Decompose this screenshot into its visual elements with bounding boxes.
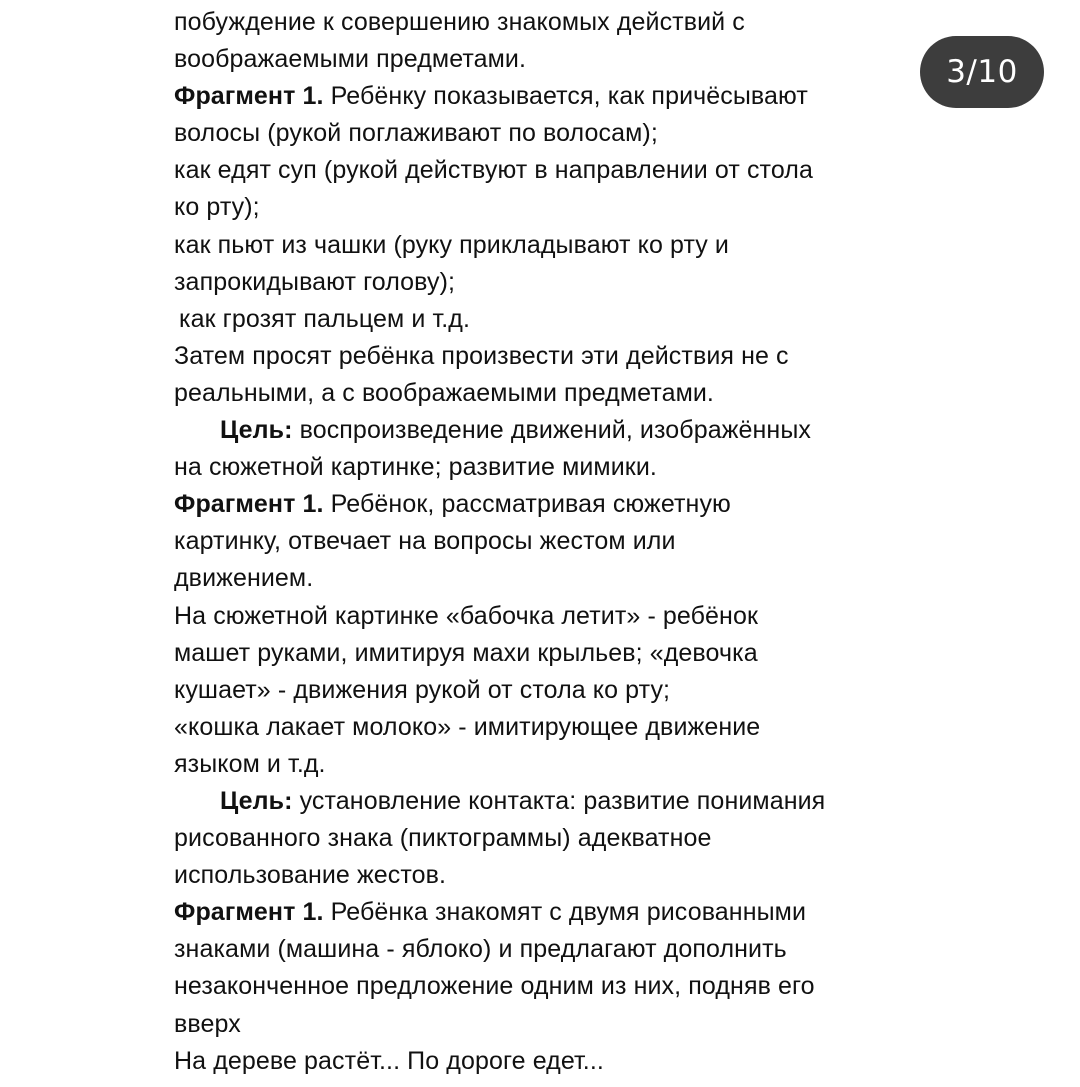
text-line bbox=[174, 635, 914, 672]
line-text: На дереве растёт... По дороге едет... bbox=[174, 1046, 604, 1075]
fragment-label: Фрагмент 1. bbox=[174, 898, 324, 927]
line-text: кушает» - движения рукой от стола ко рту; bbox=[174, 675, 671, 704]
text-line bbox=[174, 560, 914, 597]
line-text: «кошка лакает молоко» - имитирующее движение bbox=[174, 712, 761, 741]
page-counter-badge: 3/10 bbox=[920, 36, 1044, 108]
text-line bbox=[174, 709, 914, 746]
text-line bbox=[174, 264, 914, 301]
goal-label: Цель: bbox=[220, 416, 293, 445]
line-text: как грозят пальцем и т.д. bbox=[179, 304, 471, 333]
line-text: запрокидывают голову); bbox=[174, 267, 456, 296]
fragment-heading-line bbox=[174, 486, 914, 523]
fragment-label: Фрагмент 1. bbox=[174, 490, 324, 519]
fragment-heading-line bbox=[174, 78, 914, 115]
text-line bbox=[174, 1043, 914, 1080]
text-line bbox=[174, 189, 914, 226]
text-line bbox=[174, 41, 914, 78]
line-text: реальными, а с воображаемыми предметами. bbox=[174, 378, 714, 407]
text-line bbox=[174, 449, 914, 486]
line-text: воображаемыми предметами. bbox=[174, 45, 527, 74]
line-text: воспроизведение движений, изображённых bbox=[292, 416, 812, 445]
line-text: волосы (рукой поглаживают по волосам); bbox=[174, 119, 658, 148]
text-line bbox=[174, 820, 914, 857]
line-text: языком и т.д. bbox=[174, 749, 326, 778]
line-text: машет руками, имитируя махи крыльев; «девочка bbox=[174, 638, 758, 667]
line-text: движением. bbox=[174, 564, 314, 593]
text-line bbox=[174, 375, 914, 412]
line-text: Ребёнку показывается, как причёсывают bbox=[323, 82, 808, 111]
line-text: побуждение к совершению знакомых действий с bbox=[174, 8, 745, 36]
goal-label: Цель: bbox=[220, 786, 293, 815]
text-line bbox=[174, 338, 914, 375]
fragment-label: Фрагмент 1. bbox=[174, 82, 324, 111]
text-line bbox=[174, 301, 914, 338]
text-line bbox=[174, 4, 914, 41]
text-line bbox=[174, 1006, 914, 1043]
text-line bbox=[174, 598, 914, 635]
line-text: знаками (машина - яблоко) и предлагают дополнить bbox=[174, 935, 787, 964]
line-text: картинку, отвечает на вопросы жестом или bbox=[174, 527, 676, 556]
line-text: рисованного знака (пиктограммы) адекватное bbox=[174, 824, 712, 853]
text-line bbox=[174, 931, 914, 968]
text-line bbox=[174, 857, 914, 894]
text-line bbox=[174, 227, 914, 264]
line-text: вверх bbox=[174, 1009, 241, 1038]
line-text: как пьют из чашки (руку прикладывают ко рту и bbox=[174, 230, 729, 259]
goal-line bbox=[174, 412, 914, 449]
text-line bbox=[174, 115, 914, 152]
text-line bbox=[174, 746, 914, 783]
document-text bbox=[174, 4, 914, 1080]
goal-line bbox=[174, 783, 914, 820]
line-text: незаконченное предложение одним из них, подняв его bbox=[174, 972, 815, 1001]
line-text: Ребёнок, рассматривая сюжетную bbox=[323, 490, 731, 519]
text-line bbox=[174, 523, 914, 560]
line-text: как едят суп (рукой действуют в направлении от стола bbox=[174, 156, 813, 185]
text-line bbox=[174, 968, 914, 1005]
text-line bbox=[174, 152, 914, 189]
line-text: использование жестов. bbox=[174, 861, 447, 890]
line-text: На сюжетной картинке «бабочка летит» - ребёнок bbox=[174, 601, 759, 630]
line-text: Ребёнка знакомят с двумя рисованными bbox=[323, 898, 807, 927]
line-text: установление контакта: развитие понимания bbox=[292, 786, 826, 815]
line-text: на сюжетной картинке; развитие мимики. bbox=[174, 453, 657, 482]
fragment-heading-line bbox=[174, 894, 914, 931]
line-text: ко рту); bbox=[174, 193, 260, 222]
line-text: Затем просят ребёнка произвести эти действия не с bbox=[174, 341, 789, 370]
text-line bbox=[174, 672, 914, 709]
